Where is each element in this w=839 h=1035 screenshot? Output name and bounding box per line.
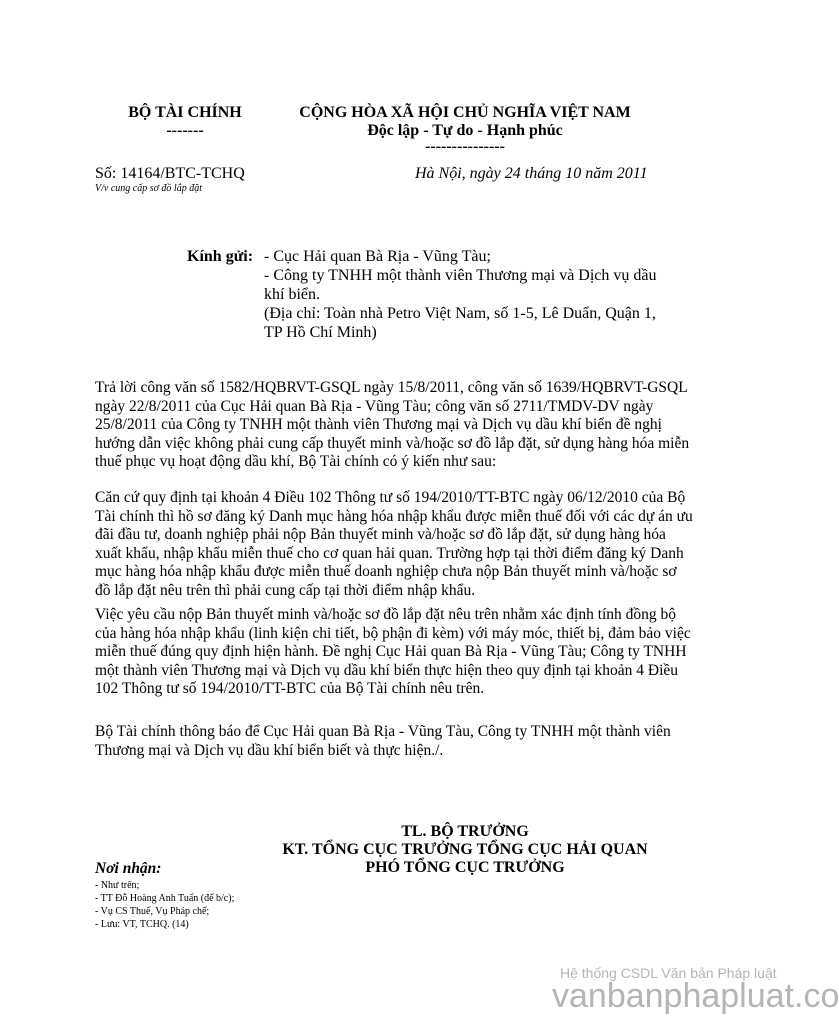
motto: Độc lập - Tự do - Hạnh phúc [367,122,563,139]
ministry-rule: ------- [166,122,204,139]
recipients-list-item: - Như trên; [95,880,140,891]
recipients-list-item: - Lưu: VT, TCHQ. (14) [95,919,189,930]
recipient-line: - Công ty TNHH một thành viên Thương mại và Dịch vụ dầu [264,267,657,284]
recipients-list-item: - Vụ CS Thuế, Vụ Pháp chế; [95,906,210,917]
signature-line-2: KT. TỔNG CỤC TRƯỞNG TỔNG CỤC HẢI QUAN [282,841,648,858]
recipients-block [264,247,684,342]
body-paragraph-3: Việc yêu cầu nộp Bản thuyết minh và/hoặc sơ đồ lắp đặt nêu trên nhằm xác định tính đồng bộ của hàng hóa nhập khẩu (linh kiện chi tiết, bộ phận đi kèm) với máy móc, thiết bị, đảm bảo việc miễn thuế đúng quy định hiện hành. Đề nghị Cục Hải quan Bà Rịa - Vũng Tàu; Công ty TNHH một thành viên Thương mại và Dịch vụ dầu khí biển thực hiện theo quy định tại khoản 4 Điều 102 Thông tư số 194/2010/TT-BTC của Bộ Tài chính nêu trên. [95,606,691,698]
country-name: CỘNG HÒA XÃ HỘI CHỦ NGHĨA VIỆT NAM [299,104,631,121]
document-number: Số: 14164/BTC-TCHQ [95,165,245,182]
place-date: Hà Nội, ngày 24 tháng 10 năm 2011 [415,165,648,182]
recipients-list-title: Nơi nhận: [95,860,162,877]
ministry-name: BỘ TÀI CHÍNH [128,104,242,121]
recipients-label: Kính gửi: [187,248,254,265]
recipients-list-item: - TT Đỗ Hoàng Anh Tuấn (để b/c); [95,893,235,904]
body-paragraph-2: Căn cứ quy định tại khoản 4 Điều 102 Thông tư số 194/2010/TT-BTC ngày 06/12/2010 của Bộ Tài chính thì hồ sơ đăng ký Danh mục hàng hóa nhập khẩu được miễn thuế đối với các dự án ưu đãi đầu tư, doanh nghiệp phải nộp Bản thuyết minh và/hoặc sơ đồ lắp đặt, sử dụng hàng hóa xuất khẩu, nhập khẩu miễn thuế cho cơ quan hải quan. Trường hợp tại thời điểm đăng ký Danh mục hàng hóa nhập khẩu được miễn thuế doanh nghiệp chưa nộp Bản thuyết minh và/hoặc sơ đồ lắp đặt nêu trên thì phải cung cấp tại thời điểm nhập khẩu. [95,489,693,599]
signature-line-1: TL. BỘ TRƯỞNG [401,823,529,840]
document-subject: V/v cung cấp sơ đồ lắp đặt [95,183,202,194]
watermark-line-2: vanbanphapluat.co [552,977,839,1015]
signature-line-3: PHÓ TỔNG CỤC TRƯỞNG [365,859,565,876]
recipient-line: TP Hồ Chí Minh) [264,324,377,341]
recipient-line: khí biển. [264,286,320,303]
body-paragraph-1: Trả lời công văn số 1582/HQBRVT-GSQL ngày 15/8/2011, công văn số 1639/HQBRVT-GSQL ngày 22/8/2011 của Cục Hải quan Bà Rịa - Vũng Tàu; công văn số 2711/TMDV-DV ngày 25/8/2011 của Công ty TNHH một thành viên Thương mại và Dịch vụ dầu khí biển đề nghị hướng dẫn việc không phải cung cấp thuyết minh và/hoặc sơ đồ lắp đặt, sử dụng hàng hóa miễn thuế phục vụ hoạt động dầu khí, Bộ Tài chính có ý kiến như sau: [95,379,690,471]
body-paragraph-4: Bộ Tài chính thông báo để Cục Hải quan Bà Rịa - Vũng Tàu, Công ty TNHH một thành viên Thương mại và Dịch vụ dầu khí biển biết và thực hiện./. [95,723,671,759]
recipient-line: - Cục Hải quan Bà Rịa - Vũng Tàu; [264,248,491,265]
motto-rule: --------------- [425,138,505,155]
watermark-line-1: Hệ thống CSDL Văn bản Pháp luật [560,965,777,981]
recipient-line: (Địa chỉ: Toàn nhà Petro Việt Nam, số 1-5, Lê Duẩn, Quận 1, [264,305,656,322]
recipients-list [95,879,234,931]
